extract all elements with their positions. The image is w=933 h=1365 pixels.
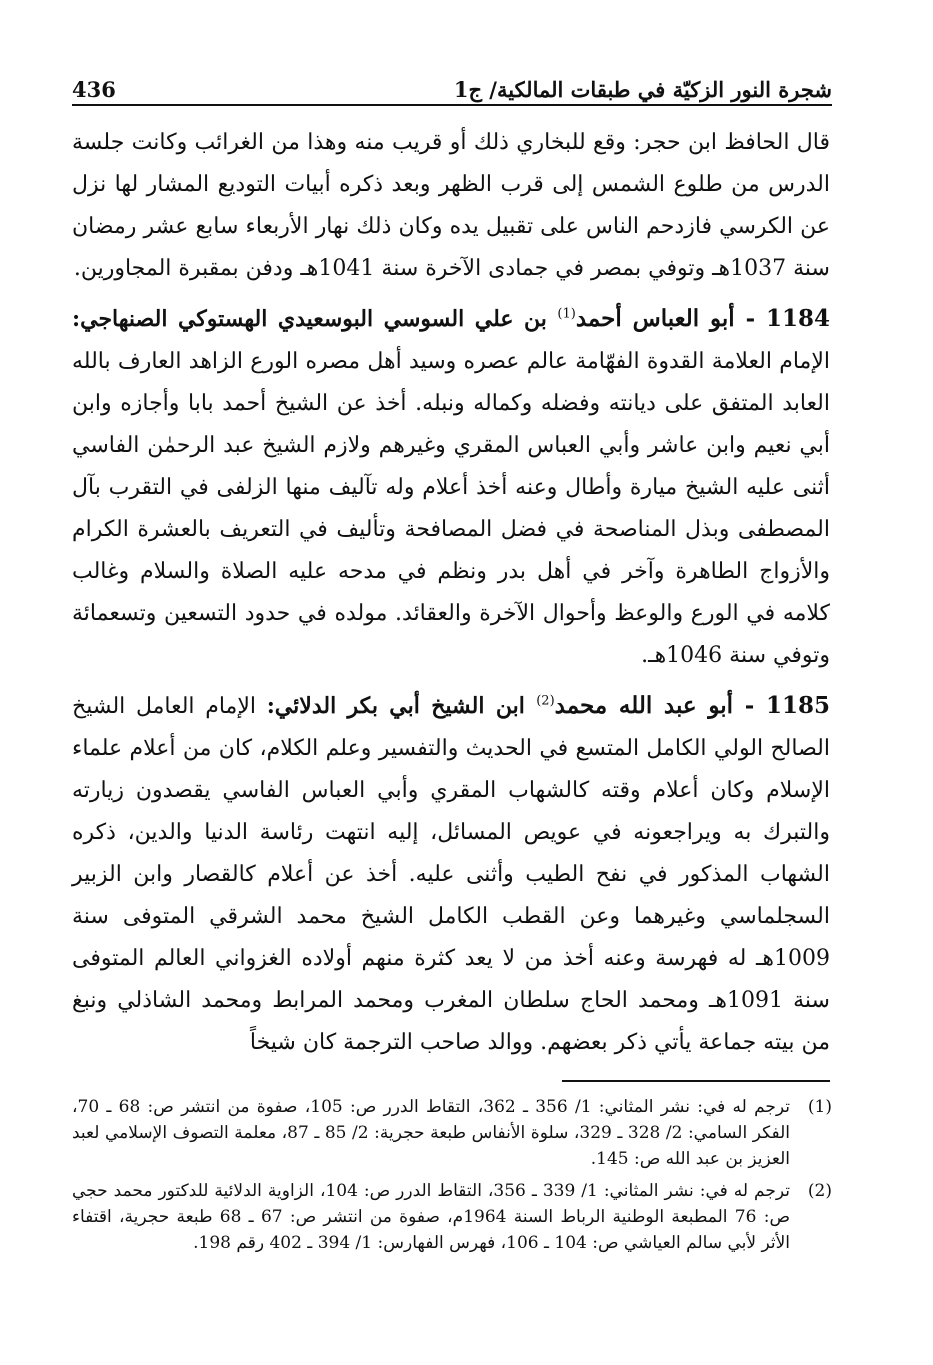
footnote-2 [72, 1178, 832, 1256]
footnote-1 [72, 1094, 832, 1172]
entry-text: الإمام العلامة القدوة الفهّامة عالم عصره وسيد أهل مصره الورع الزاهد العارف بالله العابد المتفق على ديانته وفضله وكماله ونبله. أخذ عن الشيخ أحمد بابا وأجازه وابن أبي نعيم وابن عاشر وأبي العباس المقري وغيرهم ولازم الشيخ عبد الرحمٰن الفاسي أثنى عليه الشيخ ميارة وأطال وعنه أخذ أعلام وله تآليف منها الزلفى في التقرب بآل المصطفى وبذل المناصحة في فضل المصافحة وتأليف في التعريف بالعشرة الكرام والأزواج الطاهرة وآخر في أهل بدر ونظم في مدحه عليه الصلاة والسلام وغالب كلامه في الورع والوعظ وأحوال الآخرة والعقائد. مولده في حدود التسعين وتسعمائة وتوفي سنة 1046هـ. [72, 349, 830, 668]
running-title: شجرة النور الزكيّة في طبقات المالكية/ ج1 [453, 77, 832, 102]
footnote-ref: (2) [536, 693, 555, 709]
entry-heading: 1184 - أبو العباس أحمد [575, 305, 830, 332]
header-rule [72, 104, 832, 106]
entry-text: الإمام العامل الشيخ الصالح الولي الكامل المتسع في الحديث والتفسير وعلم الكلام، كان من أعلام علماء الإسلام وكان أعلام وقته كالشهاب المقري وأبي العباس الفاسي يقصدون زيارته والتبرك به ويراجعونه في عويص المسائل، إليه انتهت رئاسة الدنيا والدين، ذكره الشهاب المذكور في نفح الطيب وأثنى عليه. أخذ عن أعلام كالقصار وابن الزبير السجلماسي وغيرهما وعن القطب الكامل الشيخ محمد الشرقي المتوفى سنة 1009هـ له فهرسة وعنه أخذ من لا يعد كثرة منهم أولاده الغزواني العالم المتوفى سنة 1091هـ ومحمد الحاج سلطان المغرب ومحمد المرابط ومحمد الشاذلي ونبغ من بيته جماعة يأتي ذكر بعضهم. ووالد صاحب الترجمة كان شيخاً [72, 694, 830, 1055]
footnote-text: ترجم له في: نشر المثاني: 1/ 356 ـ 362، التقاط الدرر ص: 105، صفوة من انتشر ص: 68 ـ 70، الفكر السامي: 2/ 328 ـ 329، سلوة الأنفاس طبعة حجرية: 2/ 85 ـ 87، معلمة التصوف الإسلامي لعبد العزيز بن عبد الله ص: 145. [72, 1097, 790, 1169]
page-header [72, 66, 832, 102]
entry-heading-rest: ابن الشيخ أبي بكر الدلائي: [266, 693, 537, 719]
entry-1184 [72, 298, 830, 677]
footnote-marker: (2) [807, 1181, 832, 1201]
entry-1185 [72, 685, 830, 1064]
footnote-rule [562, 1080, 830, 1082]
footnote-ref: (1) [557, 306, 576, 322]
page-number: 436 [72, 77, 116, 102]
footnote-marker: (1) [807, 1097, 832, 1117]
footnote-text: ترجم له في: نشر المثاني: 1/ 339 ـ 356، التقاط الدرر ص: 104، الزاوية الدلائية للدكتور محمد حجي ص: 76 المطبعة الوطنية الرباط السنة 1964م، صفوة من انتشر ص: 67 ـ 68 طبعة حجرية، اقتفاء الأثر لأبي سالم العياشي ص: 104 ـ 106، فهرس الفهارس: 1/ 394 ـ 402 رقم 198. [72, 1181, 790, 1253]
entry-heading: 1185 - أبو عبد الله محمد [554, 692, 830, 719]
main-text [72, 122, 830, 1064]
intro-paragraph: قال الحافظ ابن حجر: وقع للبخاري ذلك أو قريب منه وهذا من الغرائب وكانت جلسة الدرس من طلوع الشمس إلى قرب الظهر وبعد ذكره أبيات التوديع المشار لها نزل عن الكرسي فازدحم الناس على تقبيل يده وكان ذلك نهار الأربعاء سابع عشر رمضان سنة 1037هـ وتوفي بمصر في جمادى الآخرة سنة 1041هـ ودفن بمقبرة المجاورين. [72, 130, 831, 281]
entry-heading-rest: بن علي السوسي البوسعيدي الهستوكي الصنهاجي: [72, 306, 558, 332]
footnotes [72, 1094, 832, 1262]
